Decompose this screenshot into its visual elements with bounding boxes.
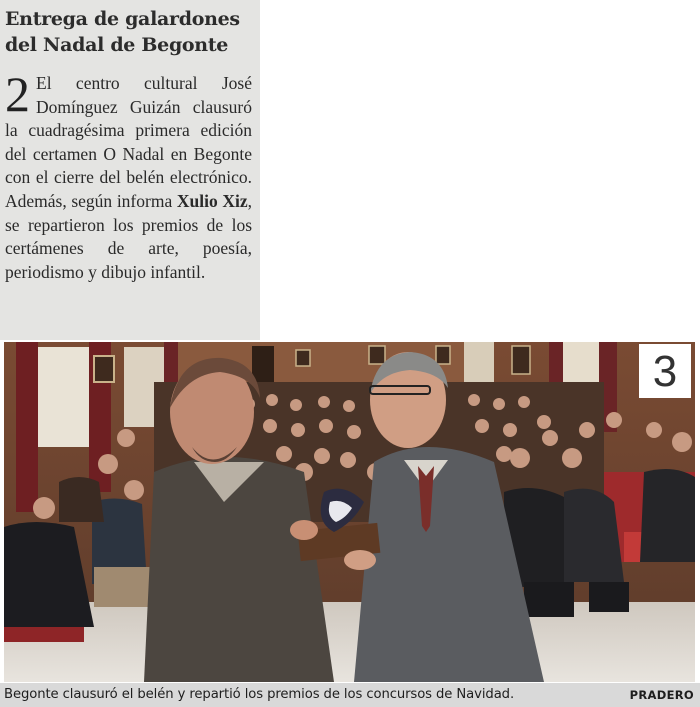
- headline-line-1: Entrega de galardones: [5, 8, 240, 30]
- photo-credit: PRADERO: [629, 688, 694, 702]
- photo-caption: Begonte clausuró el belén y repartió los premios de los concursos de Navidad.: [4, 687, 515, 702]
- article-headline: [5, 6, 252, 58]
- article-text-block: [0, 0, 260, 340]
- body-text-after: , se repartieron los premios de los certámenes de arte, poesía, periodismo y dibujo infantil.: [5, 190, 252, 282]
- caption-bar: [0, 683, 700, 707]
- event-photo: [4, 342, 695, 682]
- headline-line-2: del Nadal de Begonte: [5, 34, 229, 56]
- article-number: 2: [5, 66, 30, 122]
- photo-frame: [0, 340, 700, 683]
- body-text-before: El centro cultural José Domínguez Guizán clausuró la cuadragésima primera edición del certamen O Nadal en Begonte con el cierre del belén electrónico. Además, según informa: [5, 73, 252, 211]
- article-body: [5, 66, 252, 284]
- author-name: Xulio Xiz: [176, 190, 248, 211]
- photo-number: 3: [639, 344, 691, 398]
- event-photo-illustration: [4, 342, 695, 682]
